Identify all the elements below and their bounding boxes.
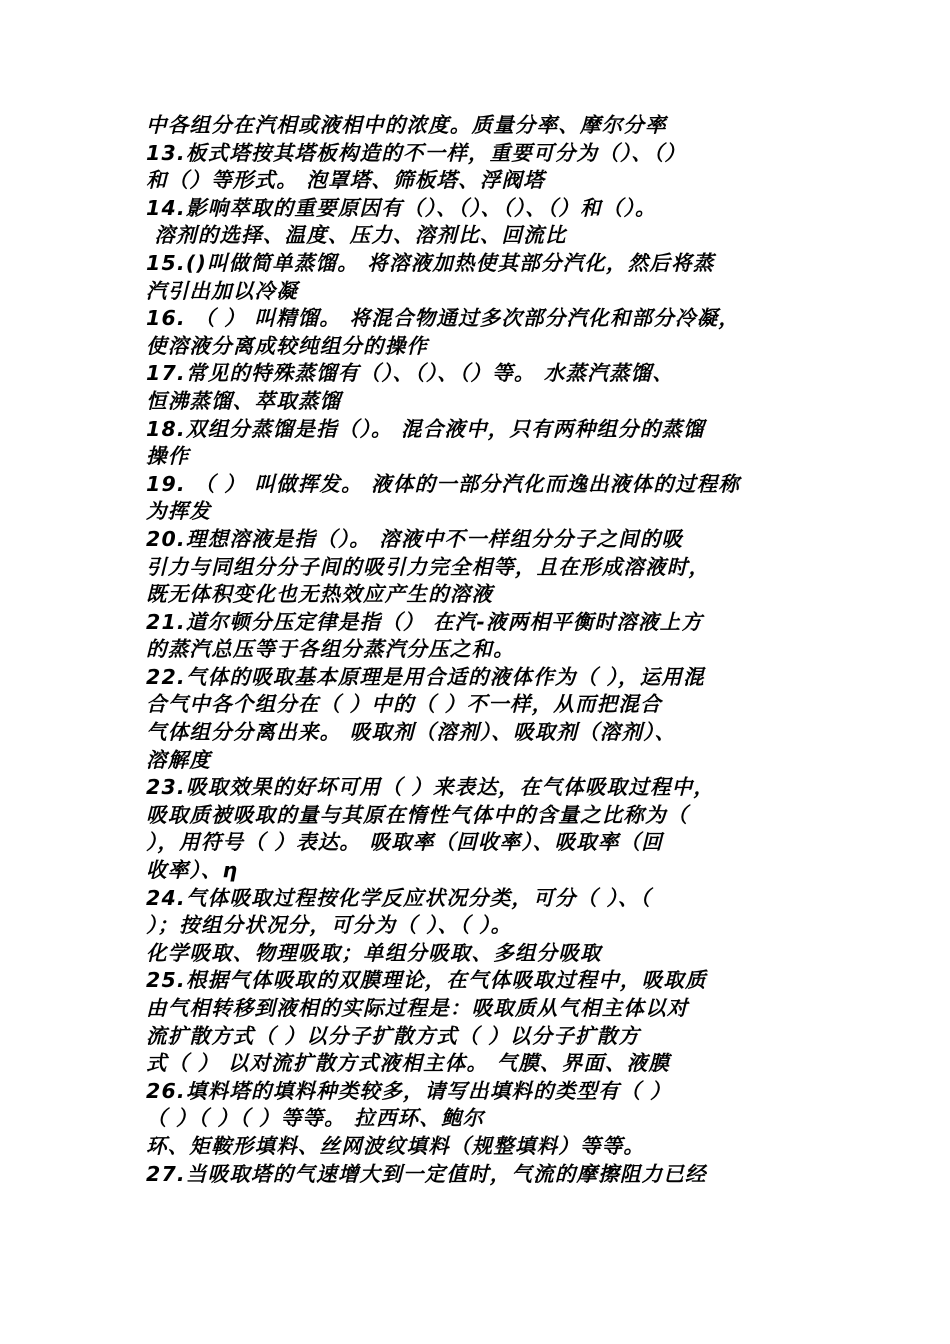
document-body — [146, 112, 816, 1188]
text-line: 汽引出加以冷凝 — [146, 278, 298, 303]
text-line: 22.气体的吸取基本原理是用合适的液体作为（ ），运用混 — [146, 664, 705, 689]
text-line: 合气中各个组分在（ ）中的（ ）不一样，从而把混合 — [146, 692, 662, 717]
text-line: 收率）、η — [146, 858, 239, 883]
text-line: 15.()叫做简单蒸馏。 将溶液加热使其部分汽化，然后将蒸 — [146, 250, 715, 275]
text-line: 恒沸蒸馏、萃取蒸馏 — [146, 388, 342, 413]
text-line: 由气相转移到液相的实际过程是：吸取质从气相主体以对 — [146, 996, 689, 1020]
text-line: 引力与同组分分子间的吸引力完全相等，且在形成溶液时， — [146, 554, 711, 579]
text-line: 气体组分分离出来。 吸取剂（溶剂）、吸取剂（溶剂）、 — [146, 720, 677, 745]
text-line: 吸取质被吸取的量与其原在惰性气体中的含量之比称为（ — [146, 802, 689, 827]
text-line: 23.吸取效果的好坏可用（ ）来表达，在气体吸取过程中， — [146, 775, 716, 800]
text-line: 13.板式塔按其塔板构造的不一样，重要可分为（）、（） — [146, 140, 687, 165]
text-line: 操作 — [146, 444, 190, 469]
text-line: 24.气体吸取过程按化学反应状况分类，可分（ ）、（ — [146, 885, 652, 910]
text-line: 既无体积变化也无热效应产生的溶液 — [146, 582, 494, 607]
text-line: ）；按组分状况分，可分为（ ）、（ ）。 — [146, 913, 513, 938]
text-line: 中各组分在汽相或液相中的浓度。质量分率、摩尔分率 — [146, 113, 667, 137]
text-line: 14.影响萃取的重要原因有（）、（）、（）、（）和（）。 — [146, 195, 657, 220]
text-line: 溶剂的选择、温度、压力、溶剂比、回流比 — [146, 223, 567, 248]
text-line: 流扩散方式（ ）以分子扩散方式（ ）以分子扩散方 — [146, 1023, 641, 1048]
text-line: 20.理想溶液是指（）。 溶液中不一样组分分子之间的吸 — [146, 526, 684, 551]
text-line: 为挥发 — [146, 499, 212, 524]
text-line: 溶解度 — [146, 747, 212, 772]
text-line: 化学吸取、物理吸取；单组分吸取、多组分吸取 — [146, 940, 602, 965]
text-line: ），用符号（ ）表达。 吸取率（回收率）、吸取率（回 — [146, 830, 663, 855]
text-line: 式（ ） 以对流扩散方式液相主体。 气膜、界面、液膜 — [146, 1051, 671, 1076]
text-line: 16. （ ） 叫精馏。 将混合物通过多次部分汽化和部分冷凝， — [146, 306, 741, 331]
text-line: 18.双组分蒸馏是指（）。 混合液中，只有两种组分的蒸馏 — [146, 416, 705, 441]
text-line: 的蒸汽总压等于各组分蒸汽分压之和。 — [146, 637, 515, 662]
text-line: 使溶液分离成较纯组分的操作 — [146, 333, 429, 358]
text-line: 19. （ ） 叫做挥发。 液体的一部分汽化而逸出液体的过程称 — [146, 471, 741, 496]
text-line: 环、矩鞍形填料、丝网波纹填料（规整填料）等等。 — [146, 1133, 646, 1158]
text-line: 25.根据气体吸取的双膜理论，在气体吸取过程中，吸取质 — [146, 968, 707, 993]
text-line: 和（）等形式。 泡罩塔、筛板塔、浮阀塔 — [146, 168, 545, 193]
text-line: 17.常见的特殊蒸馏有（）、（）、（）等。 水蒸汽蒸馏、 — [146, 361, 675, 386]
text-line: 21.道尔顿分压定律是指（） 在汽-液两相平衡时溶液上方 — [146, 609, 704, 634]
text-line: 27.当吸取塔的气速增大到一定值时，气流的摩擦阻力已经 — [146, 1161, 707, 1186]
text-line: （ ）（ ）（ ）等等。 拉西环、鲍尔 — [146, 1106, 485, 1131]
text-line: 26.填料塔的填料种类较多，请写出填料的类型有（ ） — [146, 1078, 672, 1103]
